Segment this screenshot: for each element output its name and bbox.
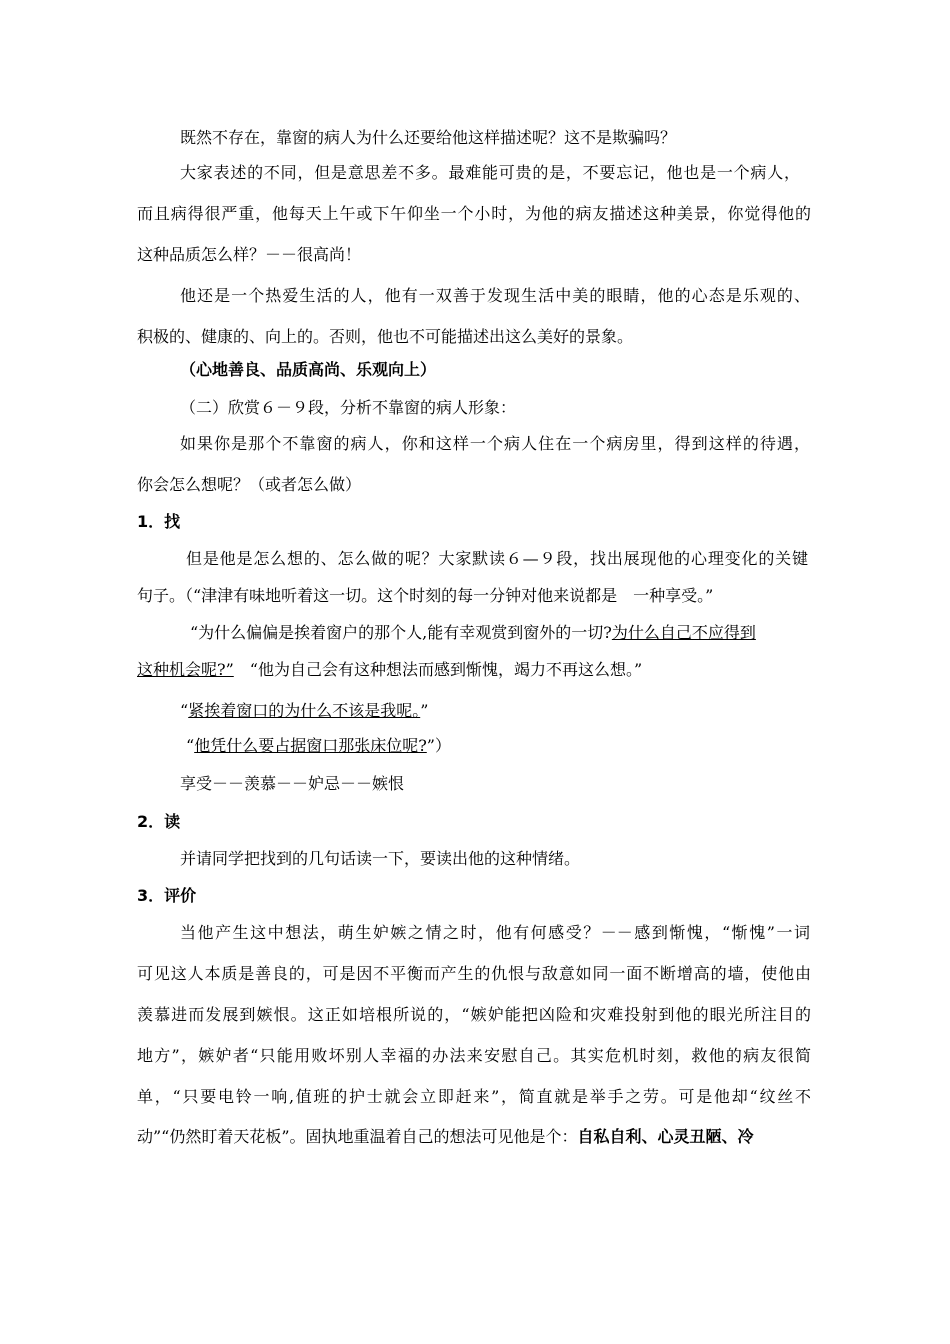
underlined-quote: 紧挨着窗口的为什么不该是我呢。 [188, 701, 421, 720]
quote-mark: “ [180, 701, 189, 720]
underlined-quote: 他凭什么要占据窗口那张床位呢? [194, 736, 427, 755]
paragraph-line: 积极的、健康的、向上的。否则，他也不可能描述出这么美好的景象。 [137, 327, 634, 346]
paragraph-line: 你会怎么想呢？（或者怎么做） [137, 475, 362, 494]
paragraph-line: 羡慕进而发展到嫉恨。这正如培根所说的，“嫉妒能把凶险和灾难投射到他的眼光所注目的 [137, 1005, 811, 1024]
paragraph-line: 地方”，嫉妒者“只能用败坏别人幸福的办法来安慰自己。其实危机时刻，救他的病友很简 [137, 1046, 811, 1065]
quote-mark: ”） [426, 736, 451, 755]
quote-mark: ” [420, 701, 429, 720]
paragraph-line: 这种品质怎么样？－－很高尚！ [137, 245, 362, 264]
paragraph-line: 但是他是怎么想的、怎么做的呢？大家默读６—９段，找出展现他的心理变化的关键 [186, 549, 808, 568]
summary-heading: （心地善良、品质高尚、乐观向上） [180, 360, 437, 379]
quote-text: “他为自己会有这种想法而感到惭愧，竭力不再这么想。” [233, 660, 643, 679]
underlined-quote: 为什么自己不应得到 [611, 623, 756, 642]
quote-mark: “ [186, 736, 195, 755]
step-heading-find: 1．找 [137, 512, 181, 531]
paragraph-question: 既然不存在，靠窗的病人为什么还要给他这样描述呢？这不是欺骗吗？ [180, 128, 677, 147]
quote-text: “为什么偏偏是挨着窗户的那个人,能有幸观赏到窗外的一切? [190, 623, 612, 642]
quote-line [186, 735, 451, 757]
paragraph-line: 而且病得很严重，他每天上午或下午仰坐一个小时，为他的病友描述这种美景，你觉得他的 [137, 204, 811, 223]
paragraph-line: 大家表述的不同，但是意思差不多。最难能可贵的是，不要忘记，他也是一个病人， [180, 163, 800, 182]
paragraph-line: 当他产生这中想法，萌生妒嫉之情之时，他有何感受？－－感到惭愧，“惭愧”一词 [180, 923, 810, 942]
paragraph-line: 单，“只要电铃一响,值班的护士就会立即赶来”，简直就是举手之劳。可是他却“纹丝不 [137, 1087, 811, 1106]
step-heading-read: 2．读 [137, 812, 181, 831]
bold-conclusion: 自私自利、心灵丑陋、冷 [577, 1127, 754, 1146]
emotion-progression: 享受－－羡慕－－妒忌－－嫉恨 [180, 774, 405, 793]
quote-line [137, 659, 642, 681]
paragraph-line: 他还是一个热爱生活的人，他有一双善于发现生活中美的眼睛，他的心态是乐观的、 [180, 286, 810, 305]
quote-line [190, 622, 756, 644]
section-heading: （二）欣赏６－９段，分析不靠窗的病人形象： [180, 398, 517, 417]
paragraph-line [137, 1126, 754, 1148]
underlined-quote: 这种机会呢?” [137, 660, 234, 679]
paragraph-line: 并请同学把找到的几句话读一下，要读出他的这种情绪。 [180, 849, 581, 868]
paragraph-line: 如果你是那个不靠窗的病人，你和这样一个病人住在一个病房里，得到这样的待遇， [180, 434, 810, 453]
quote-line [180, 700, 428, 722]
paragraph-text: 动”“仍然盯着天花板”。固执地重温着自己的想法可见他是个： [137, 1127, 578, 1146]
paragraph-line: 可见这人本质是善良的，可是因不平衡而产生的仇恨与敌意如同一面不断增高的墙，使他由 [137, 964, 811, 983]
step-heading-evaluate: 3．评价 [137, 886, 197, 905]
paragraph-line: 句子。（“津津有味地听着这一切。这个时刻的每一分钟对他来说都是 一种享受。” [137, 586, 714, 605]
